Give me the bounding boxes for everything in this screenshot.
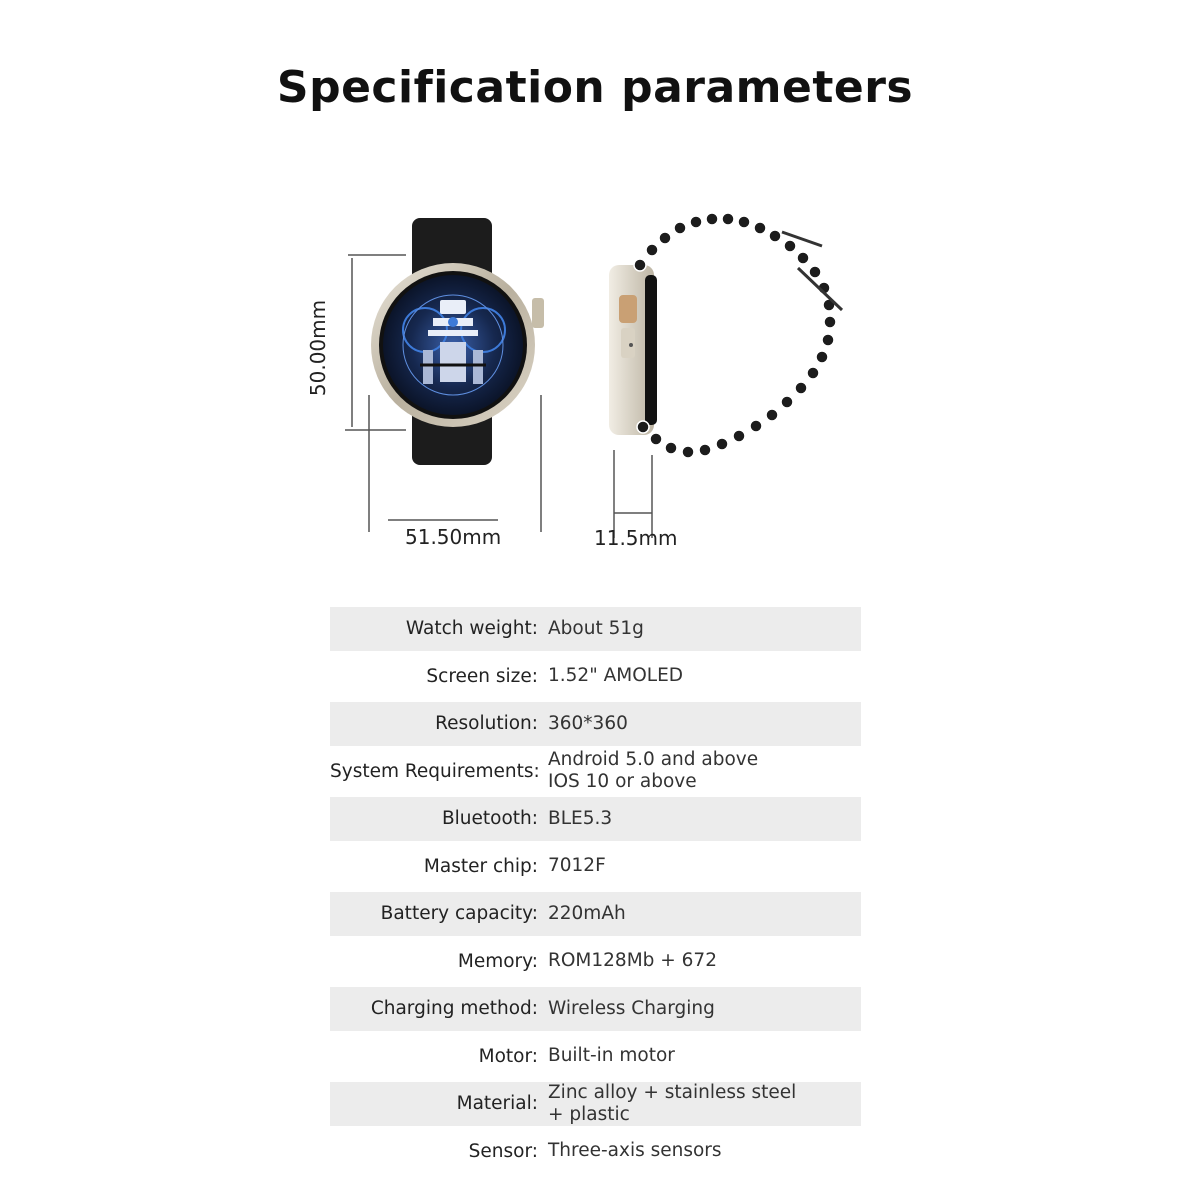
spec-label: Motor: bbox=[478, 1045, 538, 1067]
spec-value bbox=[548, 1140, 861, 1162]
width-dimension-label: 51.50mm bbox=[405, 525, 502, 549]
spec-value bbox=[548, 1082, 861, 1126]
spec-value-line: Built-in motor bbox=[548, 1045, 675, 1067]
thickness-dimension-label: 11.5mm bbox=[594, 526, 678, 550]
spec-label: Battery capacity: bbox=[380, 903, 538, 925]
bead-strap bbox=[634, 213, 836, 458]
spec-value-line: BLE5.3 bbox=[548, 807, 613, 829]
height-dimension-label: 50.00mm bbox=[306, 299, 330, 397]
spec-row bbox=[330, 607, 861, 651]
spec-label: Watch weight: bbox=[405, 618, 538, 640]
spec-row bbox=[330, 653, 861, 701]
spec-value bbox=[548, 998, 861, 1020]
page-title: Specification parameters bbox=[276, 62, 914, 113]
spec-value-line: Three-axis sensors bbox=[548, 1140, 722, 1162]
spec-table bbox=[330, 605, 861, 1175]
spec-value-line: Zinc alloy + stainless steel bbox=[548, 1081, 797, 1103]
spec-value-line: 220mAh bbox=[548, 902, 626, 924]
crown bbox=[532, 298, 544, 328]
spec-value-line: 1.52" AMOLED bbox=[548, 665, 684, 687]
spec-row bbox=[330, 1033, 861, 1081]
spec-row bbox=[330, 1128, 861, 1176]
spec-row bbox=[330, 938, 861, 986]
spec-value-line: Android 5.0 and above bbox=[548, 749, 759, 771]
spec-value-line: + plastic bbox=[548, 1103, 630, 1125]
side-crown bbox=[619, 295, 637, 323]
spec-value bbox=[548, 903, 861, 925]
spec-value-line: 360*360 bbox=[548, 712, 628, 734]
spec-value-line: 7012F bbox=[548, 855, 606, 877]
spec-label: Master chip: bbox=[423, 855, 538, 877]
spec-value bbox=[548, 950, 861, 972]
spec-value bbox=[548, 665, 861, 687]
spec-row bbox=[330, 843, 861, 891]
spec-row bbox=[330, 797, 861, 841]
spec-label: Charging method: bbox=[370, 998, 538, 1020]
spec-value bbox=[548, 1045, 861, 1067]
watch-side-view bbox=[609, 213, 842, 458]
spec-row bbox=[330, 1082, 861, 1126]
spec-value-line: About 51g bbox=[548, 617, 644, 639]
spec-label: Memory: bbox=[457, 950, 538, 972]
spec-label: Sensor: bbox=[468, 1140, 538, 1162]
spec-row bbox=[330, 702, 861, 746]
spec-label: Resolution: bbox=[435, 713, 538, 735]
spec-row bbox=[330, 892, 861, 936]
spec-value-line: Wireless Charging bbox=[548, 997, 715, 1019]
dimension-lines-side bbox=[614, 450, 652, 538]
spec-label: Screen size: bbox=[426, 665, 538, 687]
spec-value-line: ROM128Mb + 672 bbox=[548, 950, 717, 972]
spec-label: Material: bbox=[456, 1093, 538, 1115]
spec-value bbox=[548, 855, 861, 877]
spec-value bbox=[548, 808, 861, 830]
spec-row bbox=[330, 748, 861, 796]
spec-label: System Requirements: bbox=[330, 760, 540, 782]
spec-label: Bluetooth: bbox=[441, 808, 538, 830]
spec-value-line: IOS 10 or above bbox=[548, 771, 697, 793]
spec-row bbox=[330, 987, 861, 1031]
spec-value bbox=[548, 713, 861, 735]
spec-value bbox=[548, 618, 861, 640]
spec-value bbox=[548, 749, 861, 793]
